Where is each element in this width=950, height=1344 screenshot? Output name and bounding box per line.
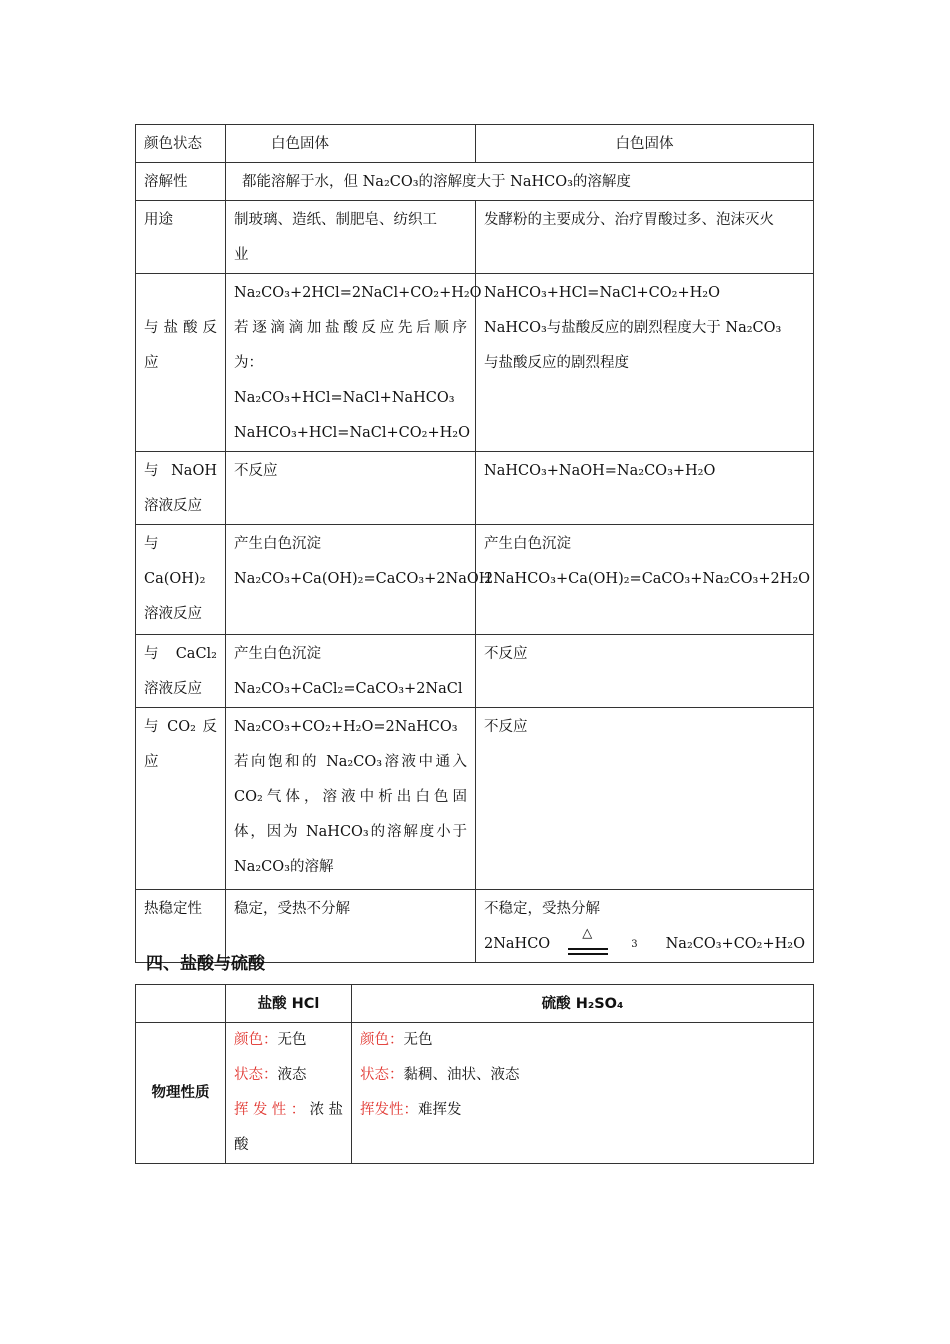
- acid-comparison-table: [135, 984, 814, 1164]
- cell-span: 都能溶解于水，但 Na₂CO₃的溶解度大于 NaHCO₃的溶解度: [226, 163, 814, 201]
- row-label: 与 Ca(OH)₂ 溶液反应: [136, 525, 226, 635]
- cell-na2co3: 产生白色沉淀 Na₂CO₃+CaCl₂=CaCO₃+2NaCl: [226, 635, 476, 708]
- row-label: 与 CaCl₂ 溶液反应: [136, 635, 226, 708]
- table-row: [136, 201, 814, 274]
- cell-nahco3: 产生白色沉淀 2NaHCO₃+Ca(OH)₂=CaCO₃+Na₂CO₃+2H₂O: [476, 525, 814, 635]
- header-hcl: 盐酸 HCl: [226, 985, 352, 1023]
- table-header-row: [136, 985, 814, 1023]
- table-row: [136, 274, 814, 452]
- cell-na2co3: 不反应: [226, 452, 476, 525]
- cell-h2so4: 颜色：无色 状态：黏稠、油状、液态 挥发性：难挥发: [352, 1023, 814, 1164]
- cell-na2co3: 制玻璃、造纸、制肥皂、纺织工 业: [226, 201, 476, 274]
- cell-nahco3: NaHCO₃+HCl=NaCl+CO₂+H₂O NaHCO₃与盐酸反应的剧烈程度大于 Na₂CO₃ 与盐酸反应的剧烈程度: [476, 274, 814, 452]
- table-row: [136, 708, 814, 890]
- header-h2so4: 硫酸 H₂SO₄: [352, 985, 814, 1023]
- row-label: 用途: [136, 201, 226, 274]
- table-row: [136, 635, 814, 708]
- cell-nahco3: 白色固体: [476, 125, 814, 163]
- cell-na2co3: 稳定，受热不分解: [226, 890, 476, 963]
- cell-na2co3: 产生白色沉淀 Na₂CO₃+Ca(OH)₂=CaCO₃+2NaOH: [226, 525, 476, 635]
- cell-nahco3: 不反应: [476, 708, 814, 890]
- table-row: [136, 163, 814, 201]
- row-label: 热稳定性: [136, 890, 226, 963]
- table-row: [136, 125, 814, 163]
- row-label: 与 NaOH 溶液反应: [136, 452, 226, 525]
- row-label: 与 CO₂ 反 应: [136, 708, 226, 890]
- row-label: 颜色状态: [136, 125, 226, 163]
- cell-hcl: 颜色：无色 状态：液态 挥发性：浓盐 酸: [226, 1023, 352, 1164]
- row-label: 物理性质: [136, 1023, 226, 1164]
- row-label: 与盐酸反 应: [136, 274, 226, 452]
- table-row: [136, 1023, 814, 1164]
- cell-nahco3: 不反应: [476, 635, 814, 708]
- cell-na2co3: Na₂CO₃+CO₂+H₂O=2NaHCO₃ 若向饱和的 Na₂CO₃溶液中通入 CO₂气体，溶液中析出白色固 体，因为 NaHCO₃的溶解度小于 Na₂CO₃的溶解: [226, 708, 476, 890]
- sodium-carbonate-comparison-table: [135, 124, 814, 963]
- section-heading: 四、盐酸与硫酸: [146, 954, 265, 974]
- heat-decomposition-equation: 2NaHCO △ 3 Na₂CO₃+CO₂+H₂O: [484, 927, 805, 962]
- header-empty: [136, 985, 226, 1023]
- heating-arrow-icon: △: [568, 933, 603, 957]
- cell-nahco3: 不稳定，受热分解 2NaHCO △ 3 Na₂CO₃+CO₂+H₂O: [476, 890, 814, 963]
- cell-nahco3: NaHCO₃+NaOH=Na₂CO₃+H₂O: [476, 452, 814, 525]
- table-row: [136, 452, 814, 525]
- table-row: [136, 525, 814, 635]
- cell-na2co3: Na₂CO₃+2HCl=2NaCl+CO₂+H₂O 若逐滴滴加盐酸反应先后顺序 为： Na₂CO₃+HCl=NaCl+NaHCO₃ NaHCO₃+HCl=NaCl+CO₂+H₂O: [226, 274, 476, 452]
- cell-na2co3: 白色固体: [226, 125, 476, 163]
- row-label: 溶解性: [136, 163, 226, 201]
- cell-nahco3: 发酵粉的主要成分、治疗胃酸过多、泡沫灭火: [476, 201, 814, 274]
